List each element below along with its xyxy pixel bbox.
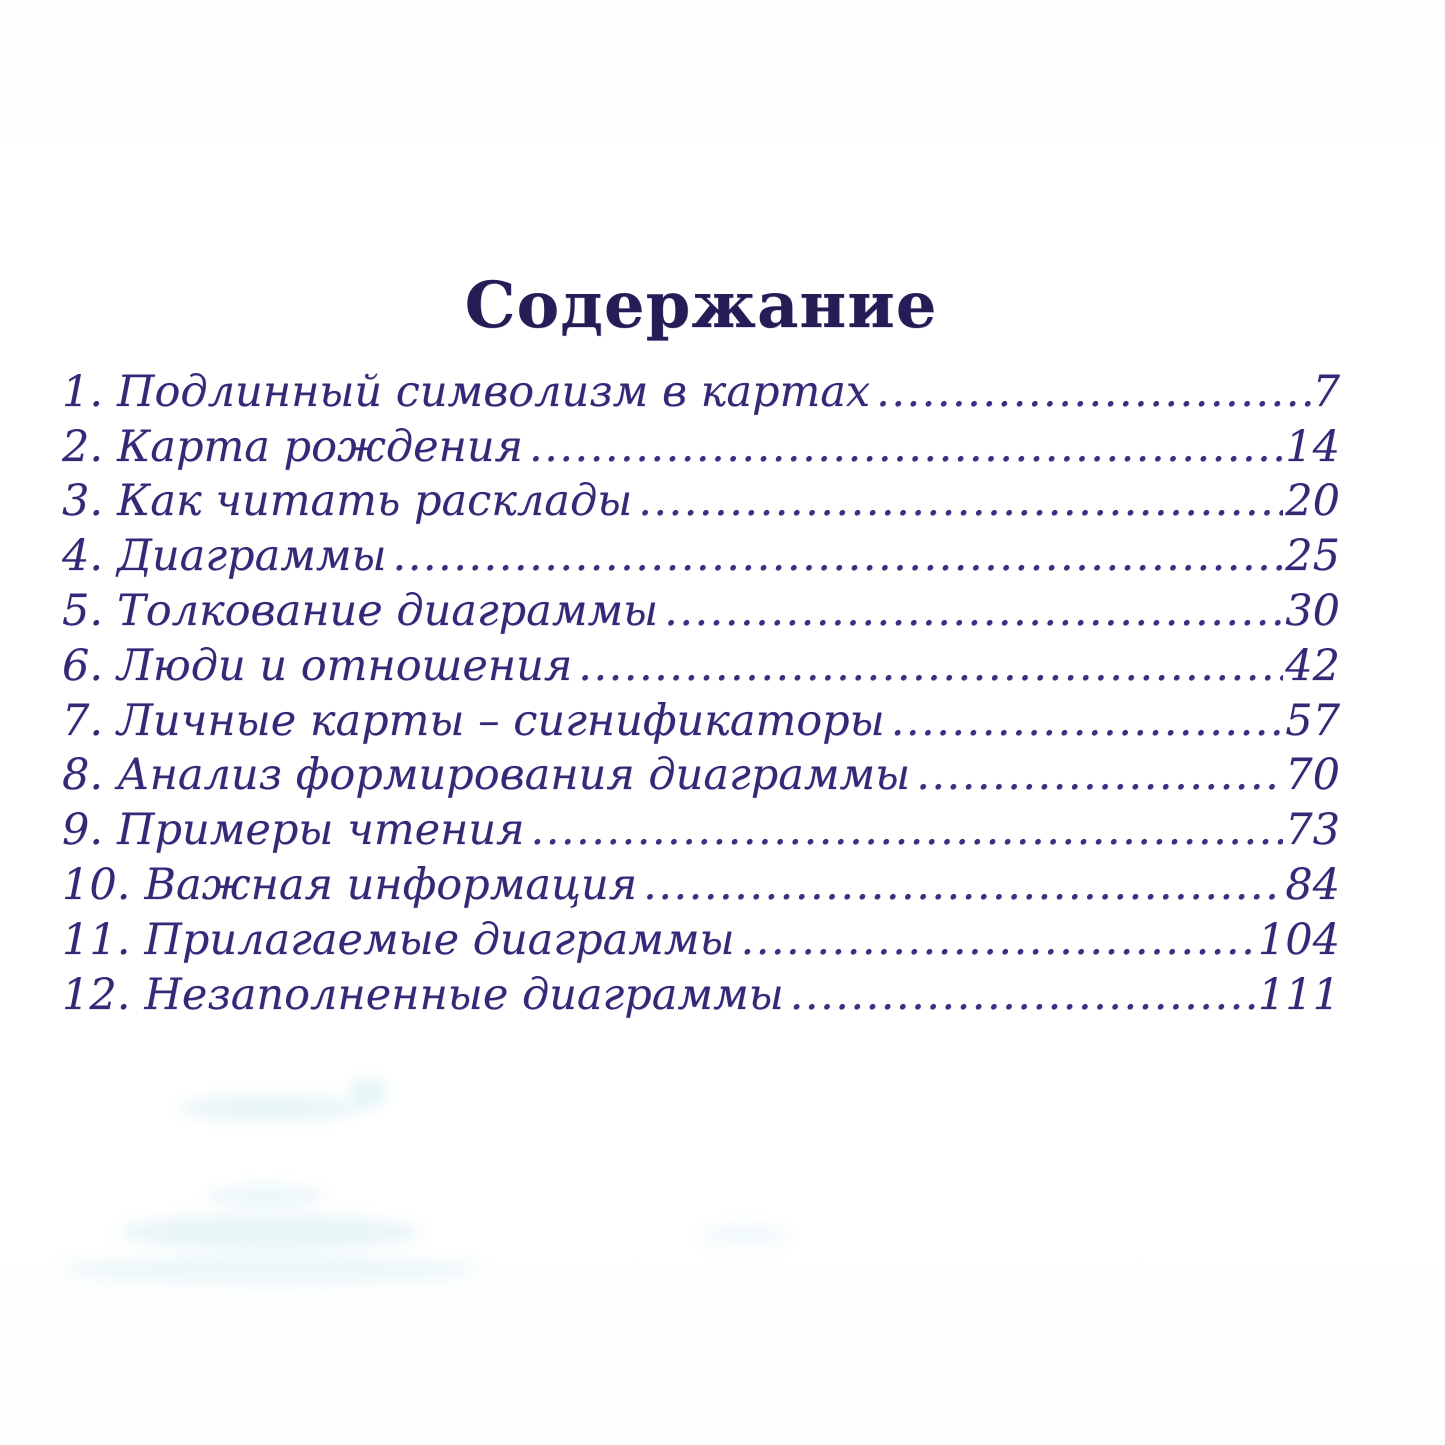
- toc-entry-title: Как читать расклады: [117, 476, 633, 527]
- toc-entry-number: 3.: [62, 476, 104, 527]
- dot-leader: [638, 476, 1283, 526]
- toc-entry-title: Карта рождения: [117, 421, 524, 472]
- toc-page-number: 30: [1285, 585, 1340, 636]
- toc-entry: [62, 531, 1340, 586]
- toc-entry: [62, 860, 1340, 915]
- toc-entry: [62, 422, 1340, 477]
- toc-page-number: 111: [1257, 969, 1340, 1020]
- toc-entry-number: 8.: [62, 750, 104, 801]
- page-title: Содержание: [464, 268, 938, 343]
- toc-entry-number: 7.: [62, 695, 104, 746]
- dot-leader: [741, 915, 1256, 965]
- toc-page-number: 14: [1285, 421, 1340, 472]
- toc-entry: [62, 915, 1340, 970]
- toc-page-number: 57: [1285, 695, 1340, 746]
- toc-entry-number: 1.: [62, 366, 104, 417]
- toc-entry-title: Люди и отношения: [117, 640, 573, 691]
- toc-entry-title: Толкование диаграммы: [117, 585, 659, 636]
- table-of-contents: [62, 367, 1340, 1025]
- dot-leader: [790, 970, 1256, 1020]
- toc-entry-number: 9.: [62, 805, 104, 856]
- toc-entry: [62, 586, 1340, 641]
- toc-entry-title: Прилагаемые диаграммы: [144, 914, 735, 965]
- toc-entry-number: 12.: [62, 969, 131, 1020]
- toc-entry-title: Личные карты – сигнификаторы: [117, 695, 885, 746]
- toc-entry-title: Анализ формирования диаграммы: [117, 750, 911, 801]
- dot-leader: [643, 860, 1283, 910]
- page-showthrough-smudge: [60, 1255, 480, 1285]
- toc-entry-title: Примеры чтения: [117, 805, 525, 856]
- toc-page-number: 104: [1257, 914, 1340, 965]
- toc-entry-title: Важная информация: [144, 859, 638, 910]
- dot-leader: [531, 805, 1284, 855]
- toc-entry-title: Диаграммы: [117, 531, 387, 582]
- toc-entry: [62, 750, 1340, 805]
- toc-entry-number: 11.: [62, 914, 131, 965]
- toc-page-number: 70: [1285, 750, 1340, 801]
- toc-page-number: 42: [1285, 640, 1340, 691]
- dot-leader: [529, 422, 1283, 472]
- toc-page-number: 84: [1285, 859, 1340, 910]
- toc-page-number: 20: [1285, 476, 1340, 527]
- toc-page-number: 7: [1312, 366, 1340, 417]
- toc-entry-number: 5.: [62, 585, 104, 636]
- toc-entry-number: 4.: [62, 531, 104, 582]
- dot-leader: [393, 531, 1284, 581]
- dot-leader: [578, 641, 1283, 691]
- toc-entry-title: Незаполненные диаграммы: [144, 969, 784, 1020]
- page-showthrough-smudge: [120, 1215, 420, 1249]
- page-showthrough-smudge: [205, 1185, 325, 1207]
- page-showthrough-smudge: [700, 1225, 790, 1245]
- dot-leader: [916, 750, 1283, 800]
- dot-leader: [876, 367, 1310, 417]
- page-showthrough-smudge: [180, 1095, 360, 1121]
- toc-entry-title: Подлинный символизм в картах: [117, 366, 871, 417]
- toc-entry: [62, 476, 1340, 531]
- toc-entry: [62, 970, 1340, 1025]
- toc-page-number: 25: [1285, 531, 1340, 582]
- toc-entry-number: 2.: [62, 421, 104, 472]
- toc-entry-number: 10.: [62, 859, 131, 910]
- toc-entry: [62, 696, 1340, 751]
- dot-leader: [664, 586, 1283, 636]
- toc-entry: [62, 641, 1340, 696]
- toc-entry: [62, 805, 1340, 860]
- toc-entry: [62, 367, 1340, 422]
- page-showthrough-smudge: [350, 1078, 386, 1108]
- toc-entry-number: 6.: [62, 640, 104, 691]
- toc-page-number: 73: [1285, 805, 1340, 856]
- dot-leader: [891, 696, 1284, 746]
